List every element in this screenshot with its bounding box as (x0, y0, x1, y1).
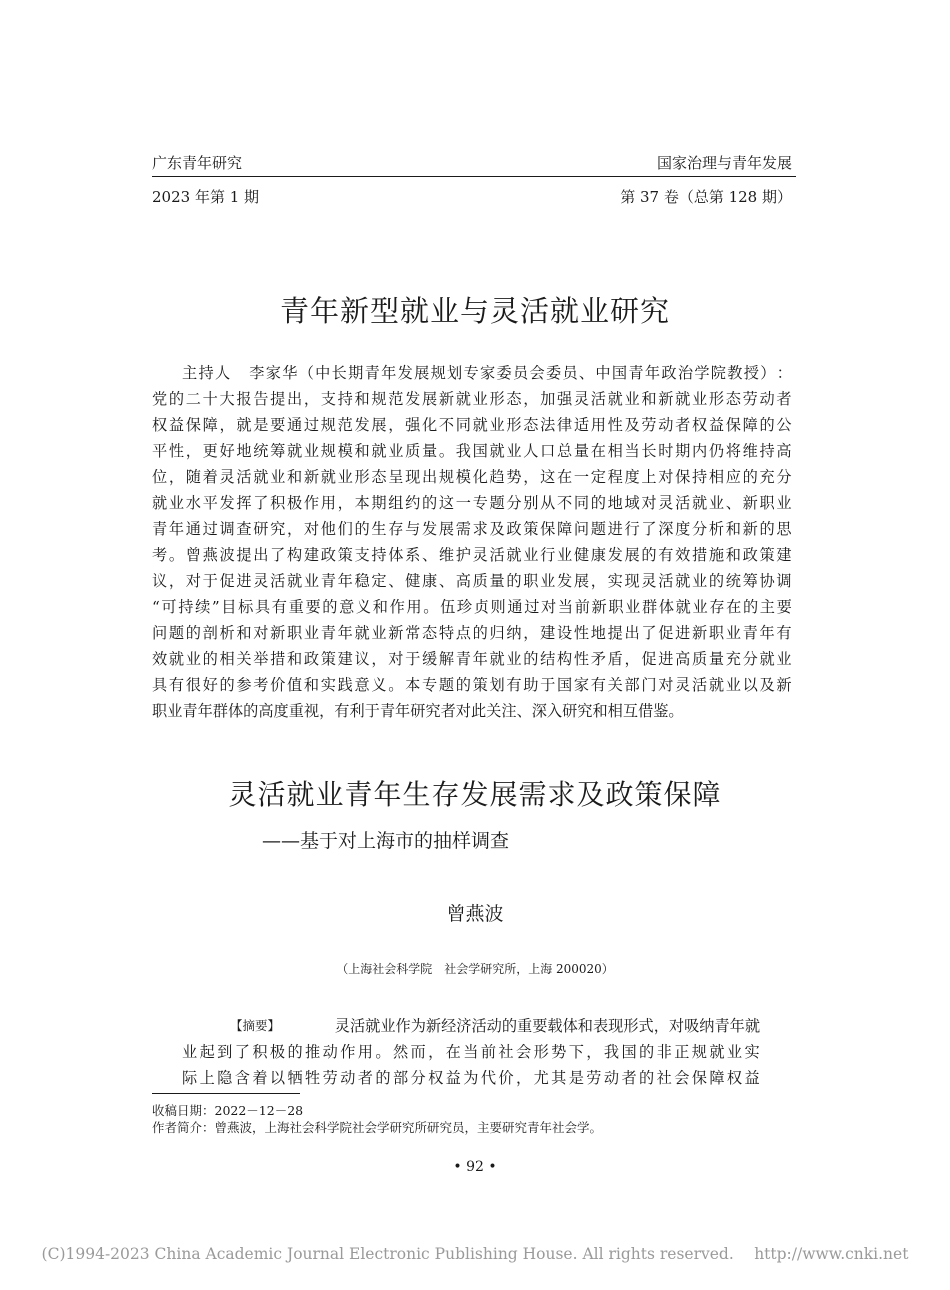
intro-line: 问 题 的 剖 析 和 对 新 职 业 青 年 就 业 新 常 态 特 点 的 归 纳 ， 建 设 性 地 提 出 了 促 进 新 职 业 青 年 有 (152, 624, 792, 642)
intro-line: 党 的 二 十 大 报 告 提 出 ， 支 持 和 规 范 发 展 新 就 业 形 态 ， 加 强 灵 活 就 业 和 新 就 业 形 态 劳 动 者 (152, 390, 792, 408)
issue-info: 2023 年第 1 期 (152, 188, 260, 206)
abstract-first-line: 灵活就业作为新经济活动的重要载体和表现形式，对吸纳青年就 (334, 1017, 760, 1035)
footnote-rule (152, 1093, 300, 1094)
volume-info: 第 37 卷（总第 128 期） (620, 188, 792, 206)
abstract-line: 际 上 隐 含 着 以 牺 牲 劳 动 者 的 部 分 权 益 为 代 价 ， 尤 其 是 劳 动 者 的 社 会 保 障 权 益 (182, 1069, 760, 1087)
abstract-label: 【摘要】 (230, 1018, 281, 1033)
special-topic-title: 青年新型就业与灵活就业研究 (279, 294, 670, 328)
page-number: • 92 • (453, 1159, 497, 1175)
received-date: 收稿日期：2022－12－28 (152, 1103, 304, 1118)
intro-line: 青 年 通 过 调 查 研 究 ， 对 他 们 的 生 存 与 发 展 需 求 及 政 策 保 障 问 题 进 行 了 深 度 分 析 和 新 的 思 (152, 520, 792, 538)
host-introduction (152, 360, 792, 724)
journal-name: 广东青年研究 (152, 154, 243, 172)
intro-line: 就 业 水 平 发 挥 了 积 极 作 用 ， 本 期 组 约 的 这 一 专 题 分 别 从 不 同 的 地 域 对 灵 活 就 业 、 新 职 业 (152, 494, 792, 512)
author-bio: 作者简介：曾燕波，上海社会科学院社会学研究所研究员，主要研究青年社会学。 (152, 1120, 603, 1135)
intro-line: 平 性 ， 更 好 地 统 筹 就 业 规 模 和 就 业 质 量 。 我 国 就 业 人 口 总 量 在 相 当 长 时 期 内 仍 将 维 持 高 (152, 442, 792, 460)
intro-line: 考 。 曾 燕 波 提 出 了 构 建 政 策 支 持 体 系 、 维 护 灵 活 就 业 行 业 健 康 发 展 的 有 效 措 施 和 政 策 建 (152, 546, 792, 564)
intro-line: 主 持 人 李 家 华 （ 中 长 期 青 年 发 展 规 划 专 家 委 员 会 委 员 、 中 国 青 年 政 治 学 院 教 授 ） ： (182, 364, 792, 382)
abstract (182, 1013, 760, 1091)
abstract-line: 业 起 到 了 积 极 的 推 动 作 用 。 然 而 ， 在 当 前 社 会 形 势 下 ， 我 国 的 非 正 规 就 业 实 (182, 1043, 760, 1061)
intro-line: 位 ， 随 着 灵 活 就 业 和 新 就 业 形 态 呈 现 出 规 模 化 趋 势 ， 这 在 一 定 程 度 上 对 保 持 相 应 的 充 分 (152, 468, 792, 486)
intro-line: 具 有 很 好 的 参 考 价 值 和 实 践 意 义 。 本 专 题 的 策 划 有 助 于 国 家 有 关 部 门 对 灵 活 就 业 以 及 新 (152, 676, 792, 694)
intro-line: “ 可 持 续 ” 目 标 具 有 重 要 的 意 义 和 作 用 。 伍 珍 贞 则 通 过 对 当 前 新 职 业 群 体 就 业 存 在 的 主 要 (152, 598, 792, 616)
copyright-notice: (C)1994-2023 China Academic Journal Electronic Publishing House. All rights reserved. http://www.cnki.net (41, 1245, 909, 1263)
intro-line: 职业青年群体的高度重视，有利于青年研究者对此关注、深入研究和相互借鉴。 (152, 702, 684, 720)
article-title: 灵活就业青年生存发展需求及政策保障 (228, 778, 722, 811)
intro-line: 效 就 业 的 相 关 举 措 和 政 策 建 议 ， 对 于 缓 解 青 年 就 业 的 结 构 性 矛 盾 ， 促 进 高 质 量 充 分 就 业 (152, 650, 792, 668)
header-rule (152, 176, 796, 177)
abstract-line (182, 1013, 760, 1039)
column-name: 国家治理与青年发展 (656, 154, 792, 172)
intro-line: 权 益 保 障 ， 就 是 要 通 过 规 范 发 展 ， 强 化 不 同 就 业 形 态 法 律 适 用 性 及 劳 动 者 权 益 保 障 的 公 (152, 416, 792, 434)
article-subtitle: ——基于对上海市的抽样调查 (262, 830, 510, 852)
intro-line: 议 ， 对 于 促 进 灵 活 就 业 青 年 稳 定 、 健 康 、 高 质 量 的 职 业 发 展 ， 实 现 灵 活 就 业 的 统 筹 协 调 (152, 572, 792, 590)
author-name: 曾燕波 (446, 903, 504, 925)
author-affiliation: （上海社会科学院 社会学研究所，上海 200020） (336, 962, 614, 976)
